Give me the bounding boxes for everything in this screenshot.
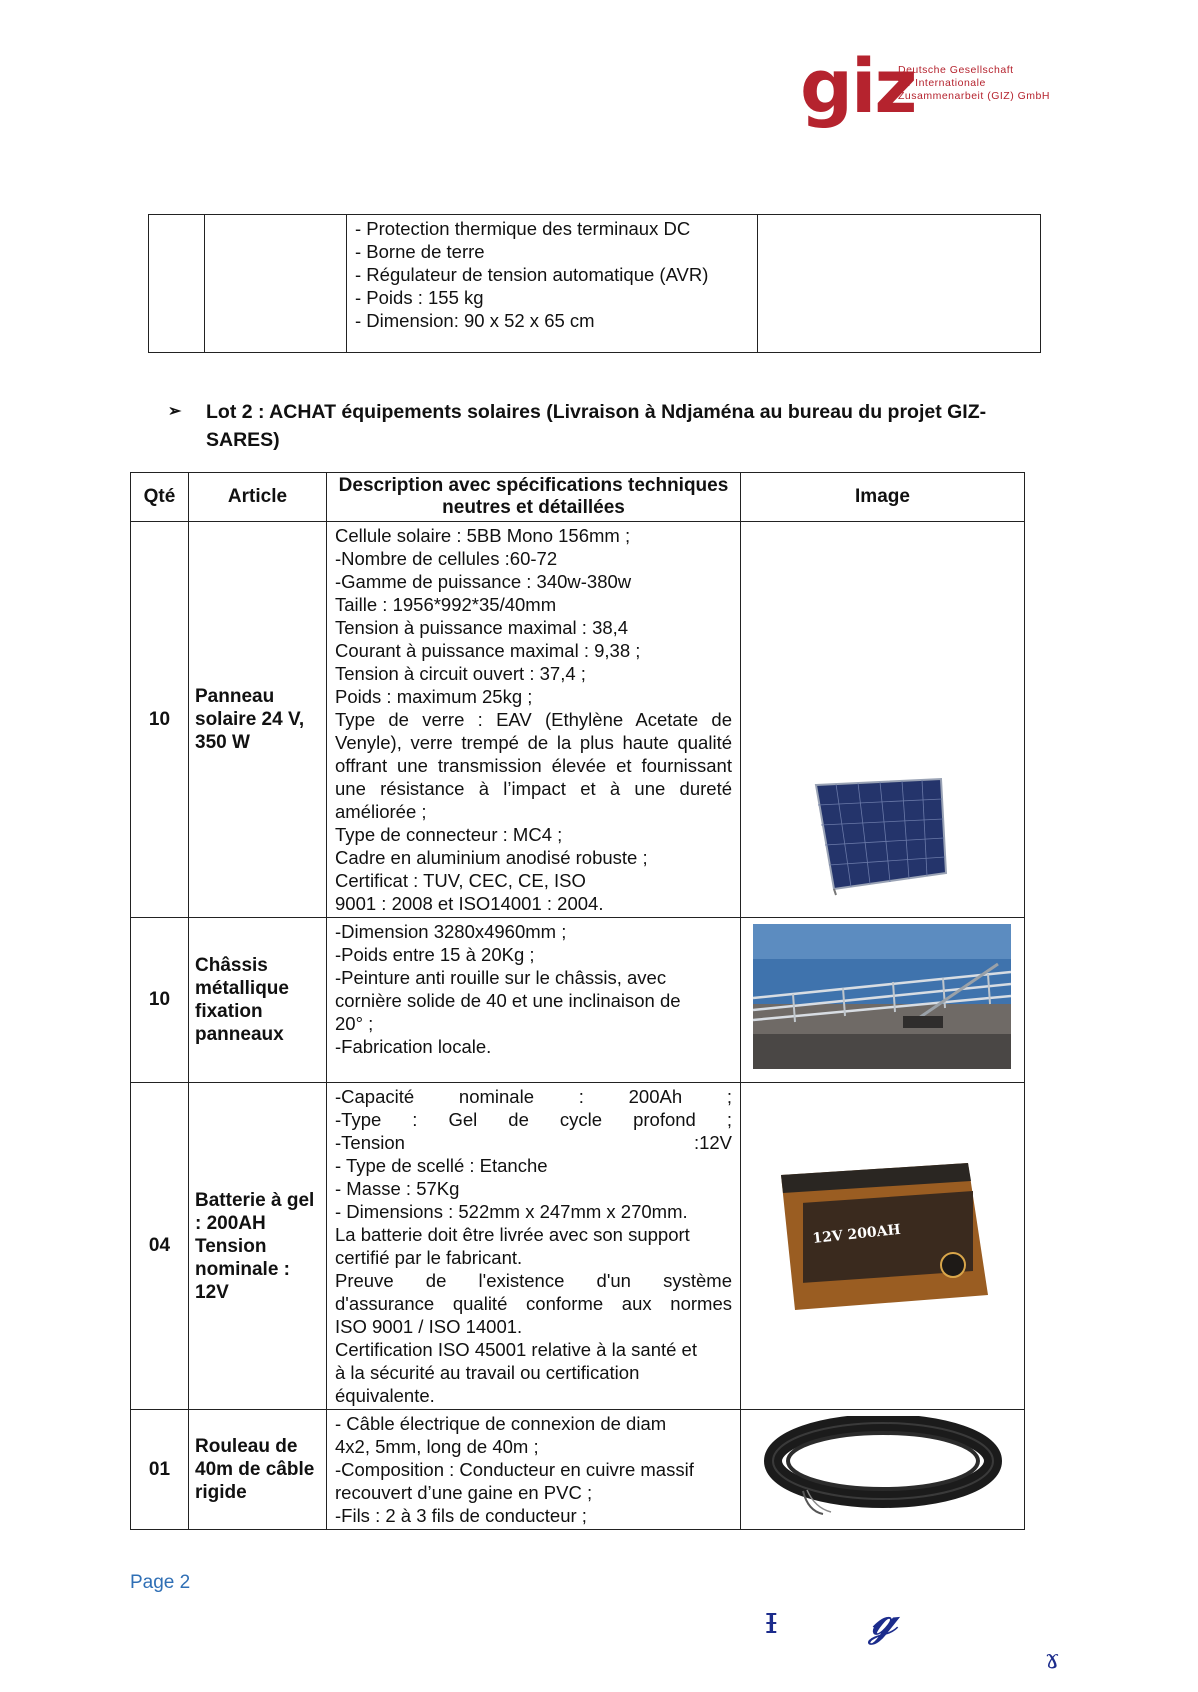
article-line: 40m de câble <box>195 1459 315 1480</box>
article-line: panneaux <box>195 1024 284 1045</box>
description-line: - Protection thermique des terminaux DC <box>355 218 691 239</box>
continued-table <box>148 214 1041 353</box>
description-line: Certificat : TUV, CEC, CE, ISO <box>335 870 586 891</box>
qty-cell: 01 <box>131 1410 189 1530</box>
description-line: -Gamme de puissance : 340w-380w <box>335 571 632 592</box>
description-line: 9001 : 2008 et ISO14001 : 2004. <box>335 893 604 914</box>
article-cell <box>189 918 327 1083</box>
table-row <box>131 1410 1025 1530</box>
description-line: Certification ISO 45001 relative à la santé et <box>335 1339 697 1360</box>
description-line: Tension à circuit ouvert : 37,4 ; <box>335 663 586 684</box>
description-line: La batterie doit être livrée avec son support <box>335 1224 690 1245</box>
qty-cell: 10 <box>131 918 189 1083</box>
continued-article-cell <box>205 215 347 353</box>
description-cell <box>327 918 741 1083</box>
article-line: rigide <box>195 1482 247 1503</box>
article-line: solaire 24 V, <box>195 709 305 730</box>
article-line: 12V <box>195 1281 229 1303</box>
description-line: - Masse : 57Kg <box>335 1178 460 1199</box>
article-cell <box>189 1083 327 1410</box>
gel-battery-image <box>773 1155 993 1315</box>
description-line: -Dimension 3280x4960mm ; <box>335 921 567 942</box>
description-line: améliorée ; <box>335 801 427 822</box>
article-line: Rouleau de <box>195 1436 298 1457</box>
description-line: Tension à puissance maximal : 38,4 <box>335 617 629 638</box>
article-line: Châssis <box>195 955 268 976</box>
continued-description-cell <box>347 215 758 353</box>
description-line: - Dimension: 90 x 52 x 65 cm <box>355 310 595 331</box>
description-line: - Régulateur de tension automatique (AVR) <box>355 264 709 285</box>
description-line: -Fils : 2 à 3 fils de conducteur ; <box>335 1505 587 1526</box>
description-line: -Composition : Conducteur en cuivre massif <box>335 1459 694 1480</box>
description-line: équivalente. <box>335 1385 435 1406</box>
article-line: Batterie à gel <box>195 1189 315 1211</box>
article-cell <box>189 522 327 918</box>
description-line: - Type de scellé : Etanche <box>335 1155 548 1176</box>
article-cell <box>189 1410 327 1530</box>
handwritten-initial: ᵻ <box>765 1598 778 1642</box>
mounting-frame-image <box>753 924 1011 1069</box>
page-number: Page 2 <box>130 1572 191 1593</box>
description-line: -Capacité nominale : 200Ah ; <box>335 1086 732 1107</box>
description-line: - Borne de terre <box>355 241 485 262</box>
description-line: d'assurance qualité conforme aux normes <box>335 1293 732 1314</box>
giz-logo <box>800 44 1100 130</box>
description-line: -Type : Gel de cycle profond ; <box>335 1109 732 1130</box>
continued-image-cell <box>758 215 1041 353</box>
description-line: Venyle), verre trempé de la plus haute qualité <box>335 732 732 753</box>
table-row <box>131 918 1025 1083</box>
description-line: cornière solide de 40 et une inclinaison de <box>335 990 681 1011</box>
description-line: Courant à puissance maximal : 9,38 ; <box>335 640 641 661</box>
description-line: - Poids : 155 kg <box>355 287 484 308</box>
article-line: : 200AH <box>195 1212 266 1234</box>
description-line: -Nombre de cellules :60-72 <box>335 548 558 569</box>
description-line: 4x2, 5mm, long de 40m ; <box>335 1436 539 1457</box>
logo-line-3: Zusammenarbeit (GIZ) GmbH <box>898 90 1050 102</box>
logo-mark: giz <box>800 44 916 130</box>
description-line: Cellule solaire : 5BB Mono 156mm ; <box>335 525 631 546</box>
description-cell <box>327 1410 741 1530</box>
qty-cell: 10 <box>131 522 189 918</box>
cable-roll-image <box>763 1416 1003 1516</box>
logo-line-2: für Internationale <box>898 77 986 89</box>
article-line: Tension <box>195 1235 267 1257</box>
logo-lines <box>898 64 1050 103</box>
qty-cell: 04 <box>131 1083 189 1410</box>
lot-heading <box>168 398 1028 454</box>
image-cell <box>741 918 1025 1083</box>
description-line: - Dimensions : 522mm x 247mm x 270mm. <box>335 1201 688 1222</box>
header-image: Image <box>741 473 1025 522</box>
description-line: Type de verre : EAV (Ethylène Acetate de <box>335 709 732 730</box>
description-line: offrant une transmission élevée et fournissant <box>335 755 732 776</box>
description-line: certifié par le fabricant. <box>335 1247 523 1268</box>
description-line: 20° ; <box>335 1013 374 1034</box>
image-cell <box>741 1410 1025 1530</box>
description-line: Type de connecteur : MC4 ; <box>335 824 563 845</box>
solar-panel-image <box>806 777 956 897</box>
description-line: recouvert d’une gaine en PVC ; <box>335 1482 593 1503</box>
header-qty: Qté <box>131 473 189 522</box>
image-cell <box>741 522 1025 918</box>
article-line: nominale : <box>195 1258 291 1280</box>
article-line: 350 W <box>195 732 250 753</box>
description-line: Poids : maximum 25kg ; <box>335 686 533 707</box>
continued-qty-cell <box>149 215 205 353</box>
description-line: ISO 9001 / ISO 14001. <box>335 1316 523 1337</box>
description-line: Taille : 1956*992*35/40mm <box>335 594 557 615</box>
description-line: -Poids entre 15 à 20Kg ; <box>335 944 535 965</box>
description-line: - Câble électrique de connexion de diam <box>335 1413 667 1434</box>
description-line: à la sécurité au travail ou certification <box>335 1362 640 1383</box>
header-description: Description avec spécifications techniques neutres et détaillées <box>327 473 741 522</box>
article-line: fixation <box>195 1001 263 1022</box>
description-cell <box>327 522 741 918</box>
handwritten-initial: 𝓰 <box>870 1590 899 1646</box>
logo-line-1: Deutsche Gesellschaft <box>898 64 1014 76</box>
lot2-table <box>130 472 1025 1530</box>
description-line: -Fabrication locale. <box>335 1036 492 1057</box>
description-line: Cadre en aluminium anodisé robuste ; <box>335 847 648 868</box>
lot-heading-text: Lot 2 : ACHAT équipements solaires (Livraison à Ndjaména au bureau du projet GIZ-SARES) <box>206 401 987 451</box>
description-cell <box>327 1083 741 1410</box>
description-line: -Peinture anti rouille sur le châssis, avec <box>335 967 667 988</box>
article-line: Panneau <box>195 686 275 707</box>
bullet-arrow-icon: ➢ <box>168 403 182 420</box>
table-row <box>131 1083 1025 1410</box>
handwritten-initial: ɤ <box>1045 1645 1060 1675</box>
article-line: métallique <box>195 978 289 999</box>
description-line: -Tension :12V <box>335 1132 732 1153</box>
header-article: Article <box>189 473 327 522</box>
table-row <box>131 522 1025 918</box>
battery-label: 12V 200AH <box>811 1221 902 1247</box>
image-cell <box>741 1083 1025 1410</box>
description-line: Preuve de l'existence d'un système <box>335 1270 732 1291</box>
description-line: une résistance à l’impact et à une dureté <box>335 778 732 799</box>
